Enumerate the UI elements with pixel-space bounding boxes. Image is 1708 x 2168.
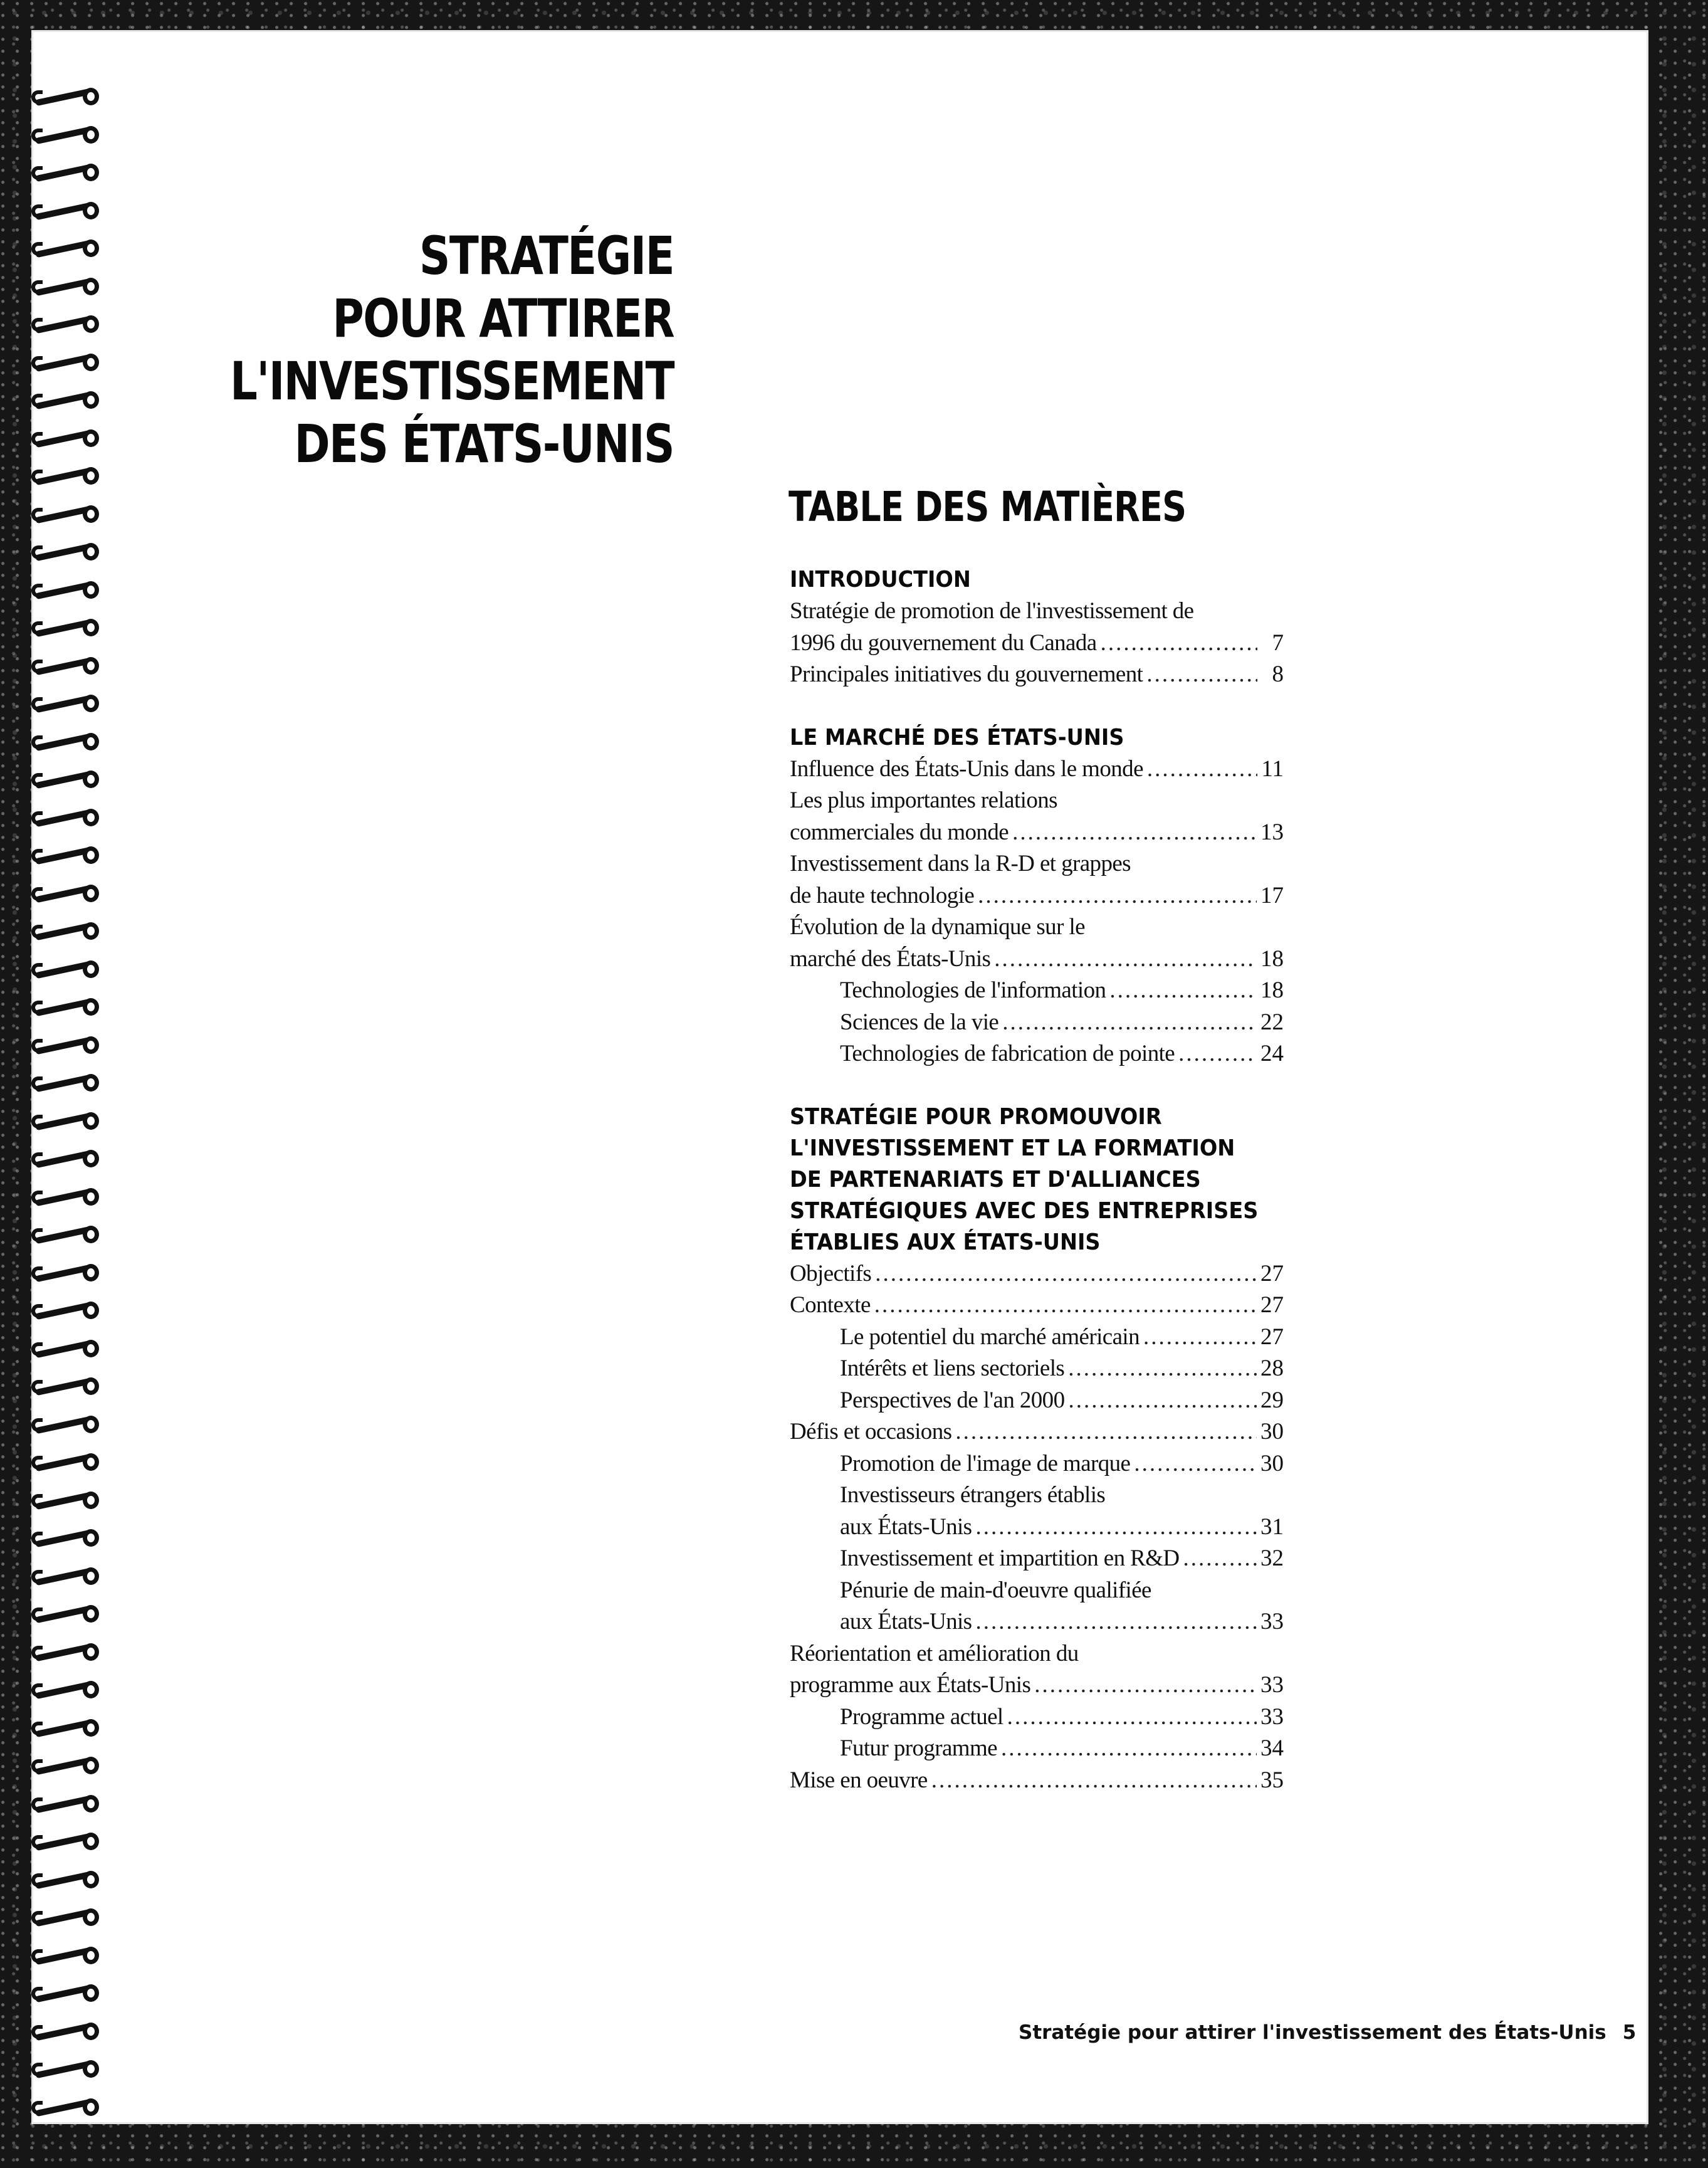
spiral-coil: [31, 1414, 105, 1434]
spiral-coil: [31, 125, 105, 145]
spiral-coil: [31, 997, 105, 1017]
title-line: L'INVESTISSEMENT: [229, 350, 674, 412]
dot-leader: [1002, 1007, 1257, 1039]
dot-leader: [955, 1416, 1257, 1448]
toc-entry: [790, 1416, 1284, 1448]
toc-entry-page: 8: [1272, 661, 1284, 687]
dot-leader: [1034, 1670, 1257, 1702]
title-line: STRATÉGIE: [419, 225, 674, 287]
spiral-coil: [31, 428, 105, 448]
spiral-coil: [31, 87, 105, 107]
spiral-coil: [31, 769, 105, 789]
toc-entry-page: 27: [1260, 1323, 1284, 1350]
spiral-coil: [31, 466, 105, 486]
toc-entry-page: 29: [1260, 1387, 1284, 1413]
toc-entry-line: Investisseurs étrangers établis: [840, 1482, 1106, 1508]
spiral-coil: [31, 1376, 105, 1396]
dot-leader: [994, 944, 1257, 976]
table-of-contents: [790, 564, 1284, 1828]
toc-subentry: [790, 1322, 1284, 1354]
spiral-coil: [31, 1490, 105, 1510]
toc-entry-label: Le potentiel du marché américain: [840, 1323, 1140, 1350]
toc-entry-label: Promotion de l'image de marque: [840, 1450, 1131, 1476]
spiral-coil: [31, 1945, 105, 1965]
document-page: [31, 30, 1648, 2124]
spiral-coil: [31, 1073, 105, 1093]
toc-entry: [790, 1258, 1284, 1290]
toc-entry: [790, 754, 1284, 786]
spiral-coil: [31, 201, 105, 221]
toc-subentry: [790, 1007, 1284, 1039]
toc-entry-label: Objectifs: [790, 1260, 872, 1287]
toc-entry-label: Technologies de l'information: [840, 977, 1106, 1003]
toc-entry-label: Mise en oeuvre: [790, 1767, 928, 1793]
toc-entry-page: 27: [1260, 1292, 1284, 1318]
spiral-coil: [31, 1187, 105, 1207]
section-title: STRATÉGIQUES AVEC DES ENTREPRISES: [790, 1197, 1259, 1224]
toc-entry-line: Stratégie de promotion de l'investissement de: [790, 598, 1194, 624]
toc-entry: [790, 880, 1284, 912]
spiral-coil: [31, 1642, 105, 1662]
toc-subentry: [790, 1038, 1284, 1070]
toc-entry-label: aux États-Unis: [840, 1609, 972, 1634]
toc-entry-label: Investissement et impartition en R&D: [840, 1545, 1180, 1571]
dot-leader: [1068, 1353, 1257, 1385]
spiral-coil: [31, 693, 105, 713]
toc-entry-page: 11: [1261, 755, 1284, 782]
toc-entry-page: 13: [1260, 819, 1284, 845]
spiral-coil: [31, 1452, 105, 1472]
section-title: INTRODUCTION: [790, 567, 971, 592]
toc-entry-label: Technologies de fabrication de pointe: [840, 1041, 1175, 1066]
toc-subentry: [790, 1606, 1284, 1638]
toc-entry-page: 22: [1260, 1009, 1284, 1035]
spiral-coil: [31, 2059, 105, 2079]
spiral-coil: [31, 618, 105, 638]
dot-leader: [1109, 975, 1257, 1007]
dot-leader: [875, 1258, 1257, 1290]
toc-entry-label: Principales initiatives du gouvernement: [790, 661, 1143, 687]
spiral-coil: [31, 1718, 105, 1738]
spiral-coil: [31, 314, 105, 334]
spiral-coil: [31, 1907, 105, 1927]
toc-entry-page: 30: [1260, 1419, 1284, 1444]
spiral-coil: [31, 1149, 105, 1169]
toc-entry: [790, 817, 1284, 849]
spiral-coil: [31, 1111, 105, 1131]
toc-entry-label: de haute technologie: [790, 882, 975, 908]
toc-entry-page: 28: [1260, 1355, 1284, 1381]
spiral-coil: [31, 959, 105, 979]
dot-leader: [1001, 1733, 1257, 1765]
toc-entry: [790, 1290, 1284, 1322]
toc-entry: [790, 628, 1284, 660]
toc-entry-label: Influence des États-Unis dans le monde: [790, 755, 1143, 782]
spiral-binding: [31, 87, 113, 2149]
toc-entry-page: 33: [1260, 1672, 1284, 1698]
toc-section-introduction: [790, 564, 1284, 691]
toc-entry-label: Sciences de la vie: [840, 1009, 999, 1035]
toc-heading: TABLE DES MATIÈRES: [789, 483, 1187, 531]
toc-subentry: [790, 1512, 1284, 1544]
dot-leader: [1147, 754, 1257, 786]
spiral-coil: [31, 542, 105, 562]
toc-entry-page: 33: [1260, 1703, 1284, 1730]
spiral-coil: [31, 352, 105, 372]
toc-subentry: [790, 1448, 1284, 1480]
section-title: L'INVESTISSEMENT ET LA FORMATION: [790, 1135, 1235, 1161]
toc-entry-line: Investissement dans la R-D et grappes: [790, 851, 1131, 876]
spiral-coil: [31, 732, 105, 752]
spiral-coil: [31, 504, 105, 524]
spiral-coil: [31, 1300, 105, 1320]
toc-section-strategy: [790, 1102, 1284, 1797]
spiral-coil: [31, 808, 105, 828]
spiral-coil: [31, 883, 105, 903]
toc-entry-label: Contexte: [790, 1292, 871, 1318]
spiral-coil: [31, 1528, 105, 1548]
toc-entry: [790, 659, 1284, 691]
toc-entry-page: 18: [1260, 977, 1284, 1003]
dot-leader: [1007, 1702, 1257, 1734]
toc-entry: [790, 1670, 1284, 1702]
dot-leader: [1069, 1385, 1257, 1417]
dot-leader: [1183, 1543, 1257, 1575]
dot-leader: [975, 1606, 1257, 1638]
spiral-coil: [31, 580, 105, 600]
spiral-coil: [31, 390, 105, 410]
spiral-coil: [31, 1680, 105, 1700]
dot-leader: [975, 1512, 1257, 1544]
toc-entry-label: commerciales du monde: [790, 819, 1009, 845]
toc-entry-page: 18: [1260, 945, 1284, 972]
toc-entry-line: Pénurie de main-d'oeuvre qualifiée: [840, 1577, 1151, 1603]
spiral-coil: [31, 1983, 105, 2003]
toc-section-market: [790, 722, 1284, 1070]
toc-entry: [790, 944, 1284, 976]
dot-leader: [1101, 628, 1257, 660]
spiral-coil: [31, 1035, 105, 1055]
toc-entry-page: 35: [1260, 1767, 1284, 1793]
toc-entry-label: aux États-Unis: [840, 1513, 972, 1540]
section-title: STRATÉGIE POUR PROMOUVOIR: [790, 1103, 1162, 1130]
section-title: DE PARTENARIATS ET D'ALLIANCES: [790, 1166, 1201, 1192]
toc-entry-label: Perspectives de l'an 2000: [840, 1387, 1065, 1413]
spiral-coil: [31, 1566, 105, 1586]
spiral-coil: [31, 1870, 105, 1890]
spiral-coil: [31, 1831, 105, 1851]
toc-entry-page: 33: [1260, 1609, 1284, 1634]
spiral-coil: [31, 1755, 105, 1776]
dot-leader: [1146, 659, 1257, 691]
toc-entry-line: Évolution de la dynamique sur le: [790, 914, 1085, 940]
section-title: LE MARCHÉ DES ÉTATS-UNIS: [790, 724, 1124, 750]
spiral-coil: [31, 1224, 105, 1244]
toc-entry-label: Futur programme: [840, 1735, 997, 1761]
dot-leader: [1143, 1322, 1257, 1354]
spiral-coil: [31, 162, 105, 182]
spiral-coil: [31, 1794, 105, 1814]
spiral-coil: [31, 1263, 105, 1283]
toc-entry-line: Les plus importantes relations: [790, 787, 1057, 813]
toc-entry-page: 32: [1260, 1545, 1284, 1571]
toc-entry-page: 31: [1260, 1513, 1284, 1540]
toc-subentry: [790, 1733, 1284, 1765]
dot-leader: [1134, 1448, 1257, 1480]
toc-entry-label: Intérêts et liens sectoriels: [840, 1355, 1065, 1381]
toc-entry-page: 24: [1260, 1041, 1284, 1066]
toc-entry-page: 17: [1260, 882, 1284, 908]
title-line: DES ÉTATS-UNIS: [294, 413, 674, 475]
toc-entry-label: Défis et occasions: [790, 1419, 952, 1444]
dot-leader: [874, 1290, 1257, 1322]
toc-entry-label: marché des États-Unis: [790, 945, 991, 972]
toc-entry-page: 7: [1272, 629, 1284, 656]
page-number: 5: [1622, 2021, 1637, 2044]
toc-entry-page: 34: [1260, 1735, 1284, 1761]
page-footer: [1019, 2021, 1636, 2044]
document-title: [211, 224, 674, 475]
toc-entry-page: 27: [1260, 1260, 1284, 1287]
dot-leader: [1012, 817, 1257, 849]
toc-entry-line: Réorientation et amélioration du: [790, 1640, 1079, 1666]
toc-subentry: [790, 1353, 1284, 1385]
toc-entry-label: Programme actuel: [840, 1703, 1003, 1730]
spiral-coil: [31, 656, 105, 676]
toc-entry: [790, 1765, 1284, 1797]
spiral-coil: [31, 238, 105, 258]
dot-leader: [1178, 1038, 1257, 1070]
toc-entry-label: 1996 du gouvernement du Canada: [790, 629, 1097, 656]
section-title: ÉTABLIES AUX ÉTATS-UNIS: [790, 1229, 1101, 1255]
toc-subentry: [790, 1702, 1284, 1734]
spiral-coil: [31, 276, 105, 297]
toc-entry-label: programme aux États-Unis: [790, 1672, 1031, 1698]
toc-subentry: [790, 975, 1284, 1007]
spiral-coil: [31, 2021, 105, 2041]
spiral-coil: [31, 1339, 105, 1359]
dot-leader: [931, 1765, 1257, 1797]
title-line: POUR ATTIRER: [332, 288, 674, 349]
spiral-coil: [31, 921, 105, 941]
footer-running-title: Stratégie pour attirer l'investissement des États-Unis: [1019, 2021, 1606, 2044]
toc-subentry: [790, 1543, 1284, 1575]
toc-entry-page: 30: [1260, 1450, 1284, 1476]
dot-leader: [978, 880, 1257, 912]
spiral-coil: [31, 2097, 105, 2117]
toc-subentry: [790, 1385, 1284, 1417]
spiral-coil: [31, 1604, 105, 1624]
spiral-coil: [31, 845, 105, 865]
